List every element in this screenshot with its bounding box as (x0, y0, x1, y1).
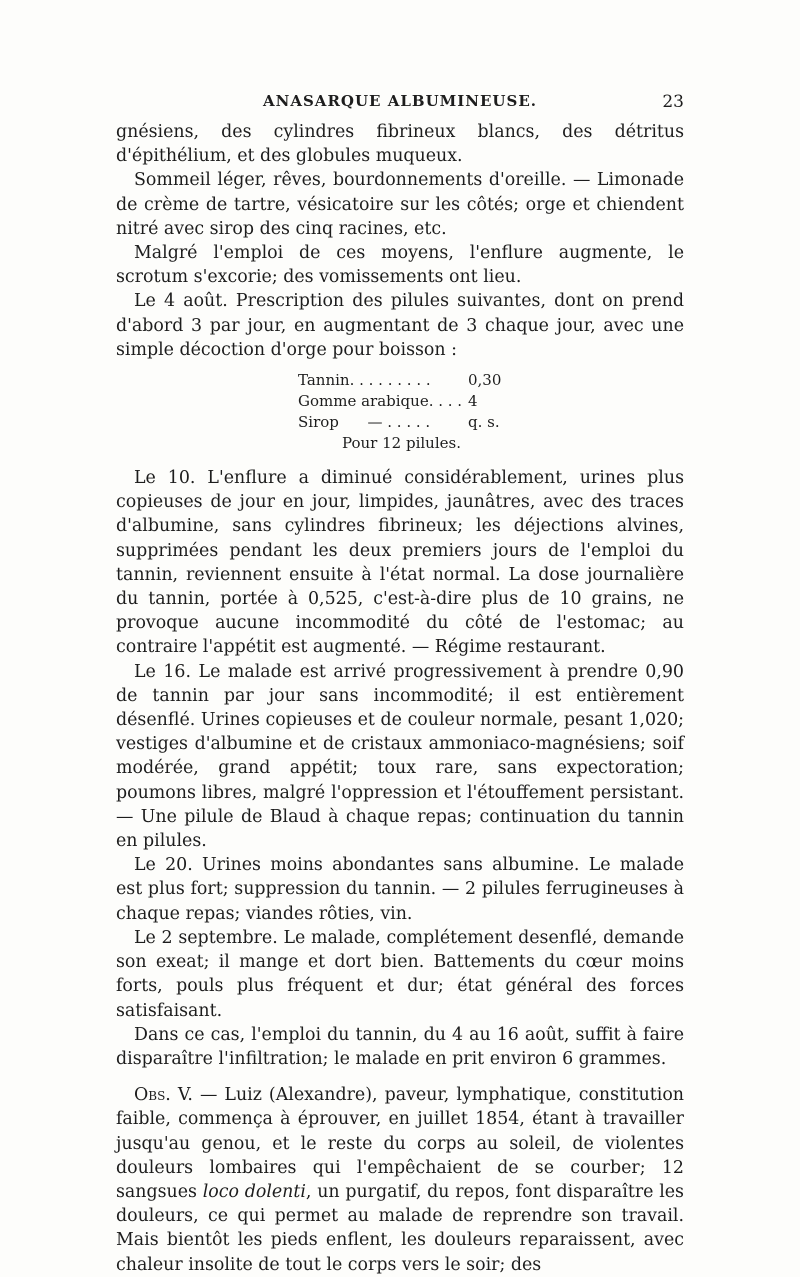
paragraph: Dans ce cas, l'emploi du tannin, du 4 au 16 août, suffit à faire disparaître l'infiltration; le malade en prit environ 6 grammes. (116, 1024, 684, 1069)
prescription-quantity: q. s. (468, 413, 500, 432)
running-title: ANASARQUE ALBUMINEUSE. (262, 92, 537, 110)
prescription-row (298, 370, 684, 391)
prescription-table (298, 370, 684, 454)
paragraph: Malgré l'emploi de ces moyens, l'enflure augmente, le scrotum s'excorie; des vomissements ont lieu. (116, 243, 684, 288)
prescription-ingredient: Tannin. . . . . . . . . (298, 371, 431, 390)
observation-text: — Luiz (Alexandre), paveur, lymphatique, constitution faible, commença à éprouver, en juillet 1854, étant à travailler jusqu'au genou, et le reste du corps au soleil, de violentes douleurs lombaires qui l'empêchaient de se courber; 12 sangsues (116, 1085, 684, 1202)
paragraph: Le 16. Le malade est arrivé progressivement à prendre 0,90 de tannin par jour sans incommodité; il est entièrement désenflé. Urines copieuses et de couleur normale, pesant 1,020; vestiges d'albumine et de cristaux ammoniaco-magnésiens; soif modérée, grand appétit; toux rare, sans expectoration; poumons libres, malgré l'oppression et l'étouffement persistant. — Une pilule de Blaud à chaque repas; continuation du tannin en pilules. (116, 661, 684, 852)
observation-text: , un purgatif, du repos, font disparaître les douleurs, ce qui permet au malade de reprendre son travail. Mais bientôt les pieds enflent, les douleurs reparaissent, avec chaleur insolite de tout le corps vers le soir; des (116, 1181, 684, 1275)
observation-latin: loco dolenti (202, 1181, 306, 1202)
prescription-row (298, 412, 684, 433)
page-number: 23 (662, 92, 684, 112)
paragraph: Le 10. L'enflure a diminué considérablement, urines plus copieuses de jour en jour, limpides, jaunâtres, avec des traces d'albumine, sans cylindres fibrineux; les déjections alvines, supprimées pendant les deux premiers jours de l'emploi du tannin, reviennent ensuite à l'état normal. La dose journalière du tannin, portée à 0,525, c'est-à-dire plus de 10 grains, ne provoque aucune incommodité du côté de l'estomac; au contraire l'appétit est augmenté. — Régime restaurant. (116, 468, 684, 658)
prescription-quantity: 0,30 (468, 371, 502, 390)
page-body (116, 120, 684, 1277)
prescription-quantity: 4 (468, 392, 478, 411)
section-spacer (116, 1071, 684, 1083)
prescription-row (298, 391, 684, 412)
paragraph: Le 20. Urines moins abondantes sans albumine. Le malade est plus fort; suppression du tannin. — 2 pilules ferrugineuses à chaque repas; viandes rôties, vin. (116, 855, 684, 924)
prescription-total: Pour 12 pilules. (342, 434, 461, 453)
prescription-ingredient: Sirop — . . . . . (298, 413, 431, 432)
observation-heading: Obs. V. (134, 1085, 193, 1106)
paragraph: Le 4 août. Prescription des pilules suivantes, dont on prend d'abord 3 par jour, en augmentant de 3 chaque jour, avec une simple décoction d'orge pour boisson : (116, 291, 684, 360)
observation-paragraph (116, 1083, 684, 1277)
paragraph: Sommeil léger, rêves, bourdonnements d'oreille. — Limonade de crème de tartre, vésicatoire sur les côtés; orge et chiendent nitré avec sirop des cinq racines, etc. (116, 170, 684, 239)
paragraph: Le 2 septembre. Le malade, complétement desenflé, demande son exeat; il mange et dort bien. Battements du cœur moins forts, pouls plus fréquent et dur; état général des forces satisfaisant. (116, 927, 684, 1021)
prescription-ingredient: Gomme arabique. . . . (298, 392, 463, 411)
paragraph: gnésiens, des cylindres fibrineux blancs, des détritus d'épithélium, et des globules muqueux. (116, 122, 684, 167)
page-header (116, 92, 684, 116)
